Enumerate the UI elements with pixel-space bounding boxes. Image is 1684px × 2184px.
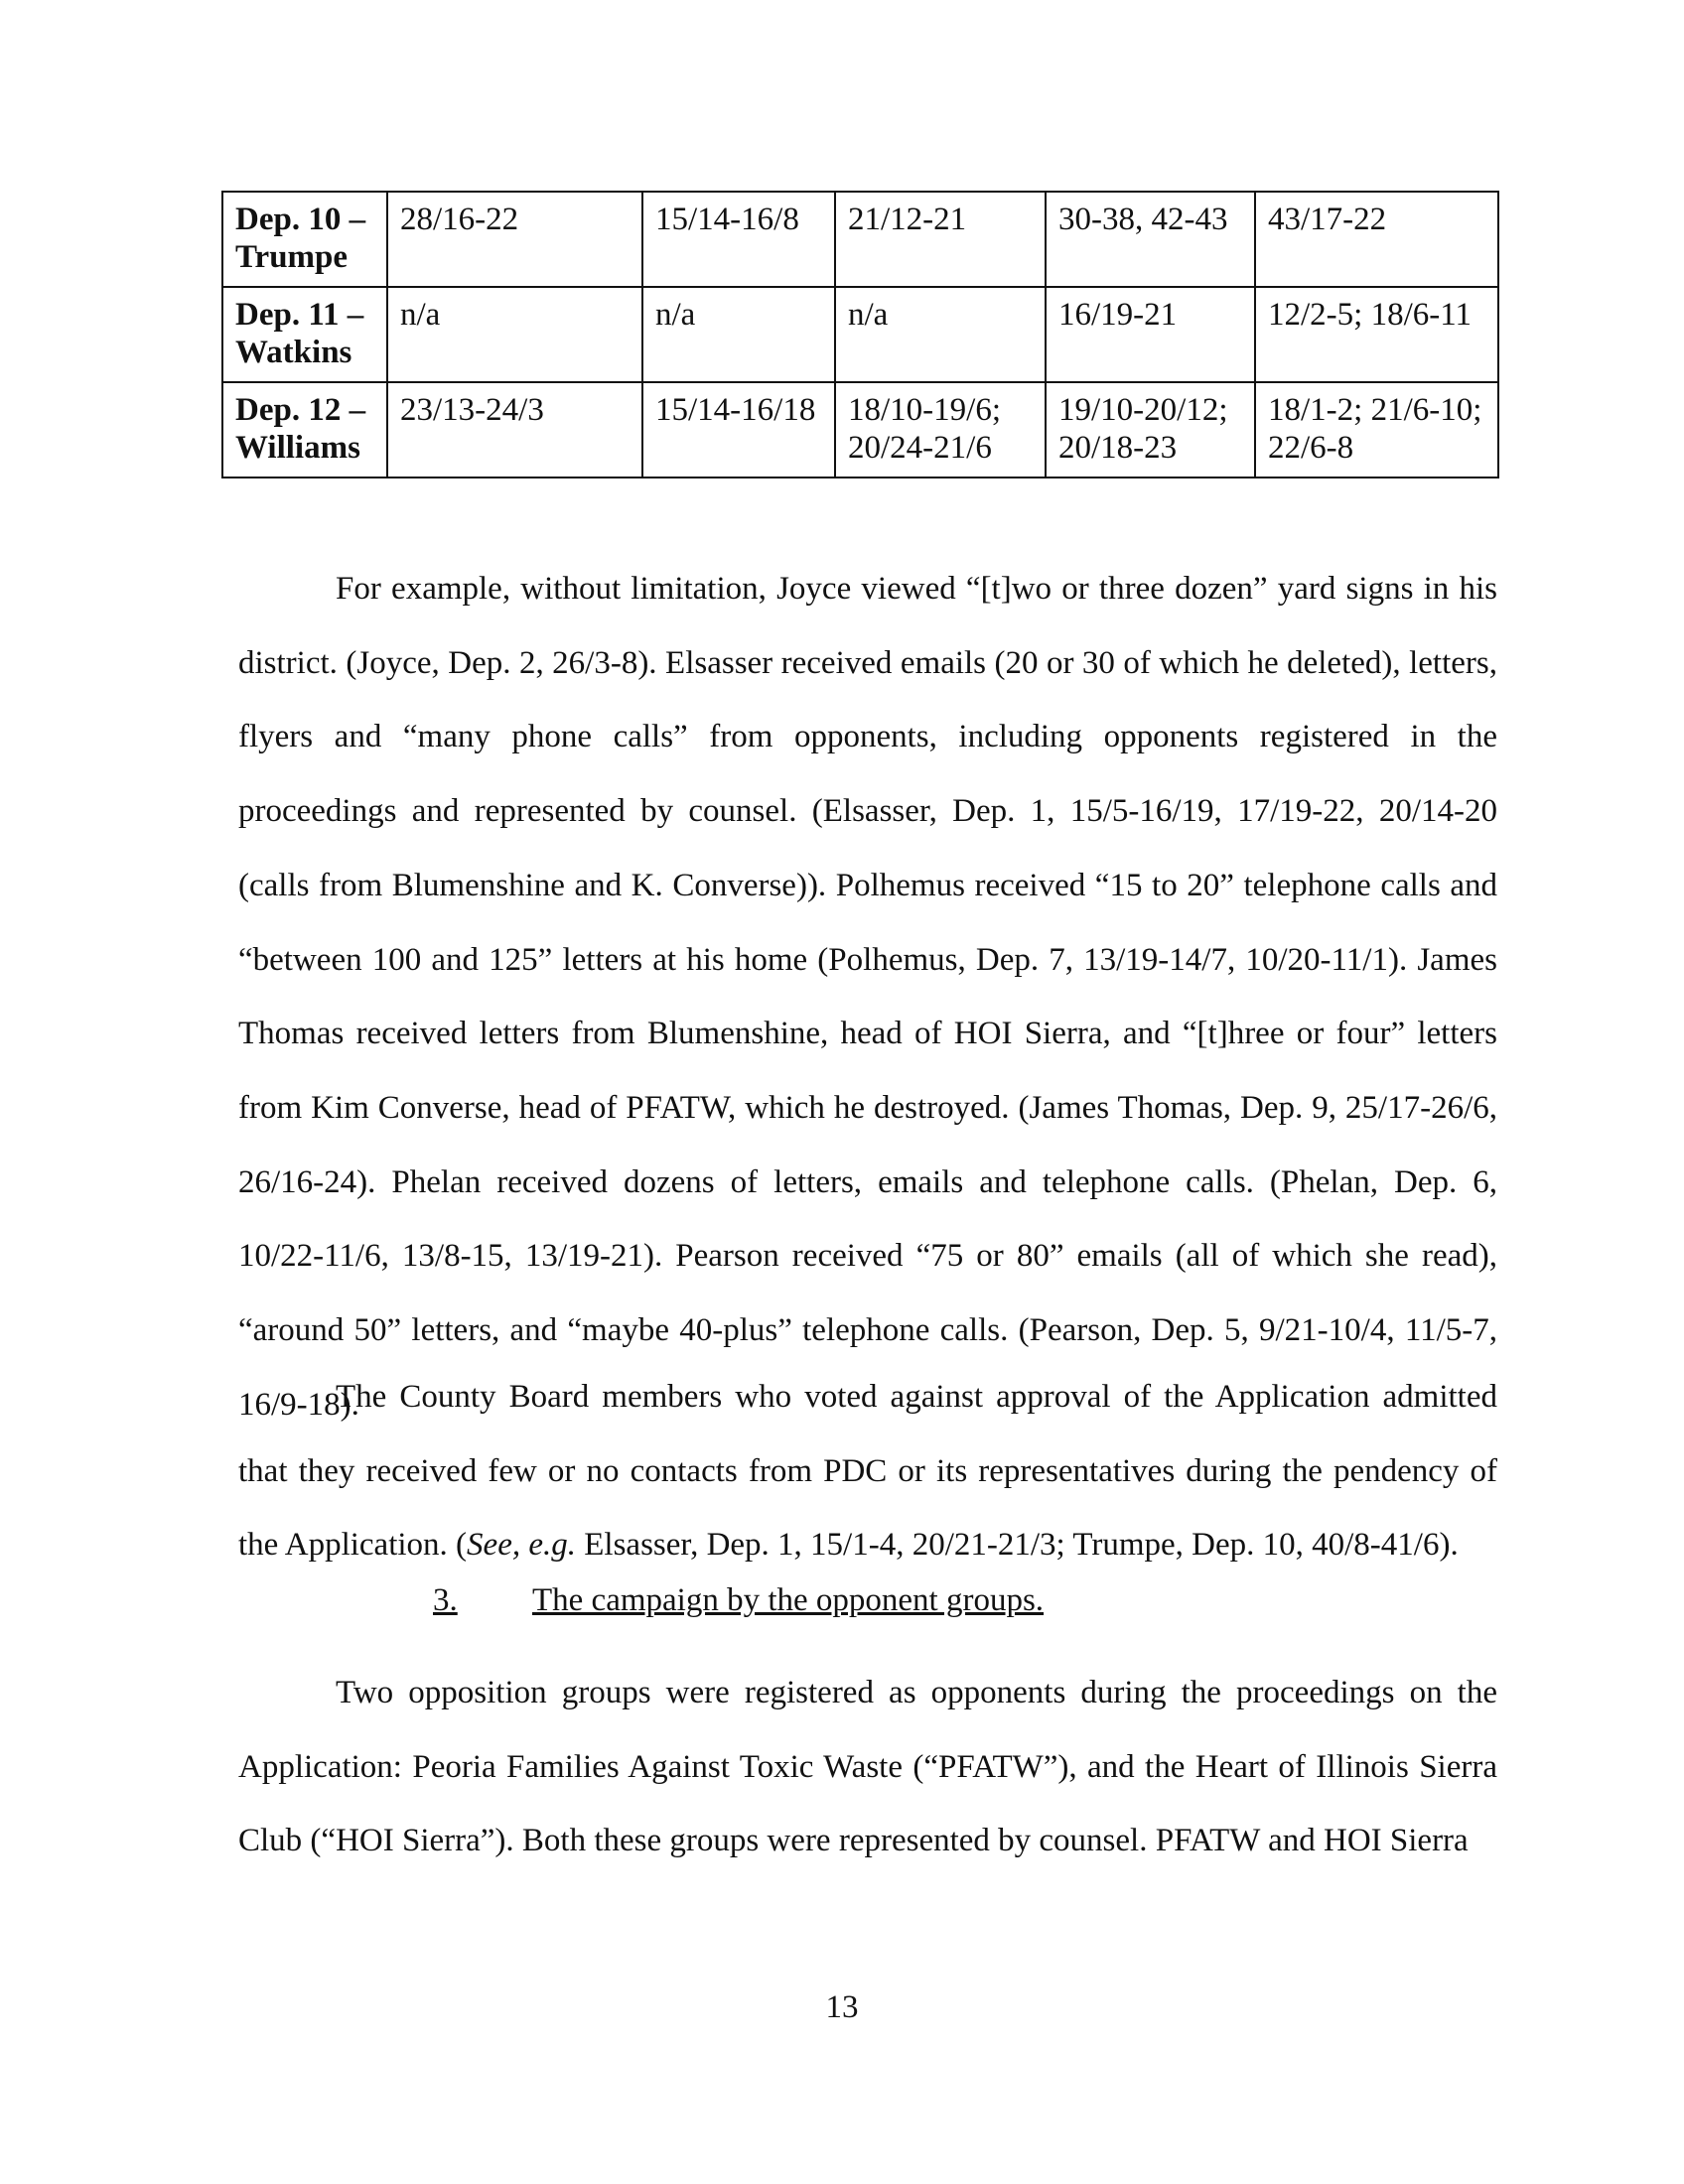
cell-line: 12/2-5; 18/6-11 xyxy=(1268,297,1473,333)
cell-line: n/a xyxy=(848,297,889,333)
cell-line: 22/6-8 xyxy=(1268,430,1354,466)
table-cell xyxy=(835,192,1046,287)
table-cell xyxy=(1046,192,1255,287)
row-label-cell xyxy=(222,192,387,287)
cell-line: 20/18-23 xyxy=(1058,430,1178,466)
deposition-table-body xyxy=(222,192,1498,478)
table-cell xyxy=(1255,287,1498,382)
row-label-line: Williams xyxy=(235,430,360,466)
cell-line: 20/24-21/6 xyxy=(848,430,992,466)
section-title: The campaign by the opponent groups. xyxy=(532,1582,1045,1618)
cell-line: n/a xyxy=(400,297,441,333)
paragraph-text: Two opposition groups were registered as opponents during the proceedings on the Application: Peoria Families Against Toxic Waste (“PFATW”), and the Heart of Illinois Sierra Club (“HOI Sierra”). Both these groups were represented by counsel. PFATW and HOI Sierra xyxy=(238,1675,1497,1859)
cell-line: 43/17-22 xyxy=(1268,202,1387,237)
cell-line: 18/10-19/6; xyxy=(848,392,1001,428)
paragraph-text: For example, without limitation, Joyce viewed “[t]wo or three dozen” yard signs in his district. (Joyce, Dep. 2, 26/3-8). Elsasser received emails (20 or 30 of which he deleted), letters, flyers and “many phone calls” from opponents, including opponents registered in the proceedings and represented by counsel. (Elsasser, Dep. 1, 15/5-16/19, 17/19-22, 20/14-20 (calls from Blumenshine and K. Converse)). Polhemus received “15 to 20” telephone calls and “between 100 and 125” letters at his home (Polhemus, Dep. 7, 13/19-14/7, 10/20-11/1). James Thomas received letters from Blumenshine, head of HOI Sierra, and “[t]hree or four” letters from Kim Converse, head of PFATW, which he destroyed. (James Thomas, Dep. 9, 25/17-26/6, 26/16-24). Phelan received dozens of letters, emails and telephone calls. (Phelan, Dep. 6, 10/22-11/6, 13/8-15, 13/19-21). Pearson received “75 or 80” emails (all of which she read), “around 50” letters, and “maybe 40-plus” telephone calls. (Pearson, Dep. 5, 9/21-10/4, 11/5-7, 16/9-18). xyxy=(238,571,1497,1423)
row-label-cell xyxy=(222,382,387,478)
table-cell xyxy=(1046,382,1255,478)
paragraph-contacts-received xyxy=(238,552,1497,1441)
table-cell xyxy=(835,287,1046,382)
paragraph-no-pdc-contacts xyxy=(238,1360,1497,1582)
table-row xyxy=(222,192,1498,287)
cell-line: 15/14-16/18 xyxy=(655,392,816,428)
table-cell xyxy=(1255,192,1498,287)
cell-line: 30-38, 42-43 xyxy=(1058,202,1228,237)
table-cell xyxy=(1255,382,1498,478)
paragraph-text xyxy=(238,1360,1497,1582)
table-cell xyxy=(387,192,642,287)
cell-line: n/a xyxy=(655,297,696,333)
row-label-line: Watkins xyxy=(235,335,352,370)
table-cell xyxy=(1046,287,1255,382)
table-row xyxy=(222,382,1498,478)
page-number: 13 xyxy=(825,1989,859,2025)
table-cell xyxy=(835,382,1046,478)
row-label-line: Dep. 10 – xyxy=(235,202,366,237)
citation-signal: See, e.g. xyxy=(467,1527,576,1564)
cell-line: 18/1-2; 21/6-10; xyxy=(1268,392,1482,428)
table-cell xyxy=(642,382,835,478)
deposition-table xyxy=(221,191,1499,478)
cell-line: 16/19-21 xyxy=(1058,297,1178,333)
table-cell xyxy=(387,382,642,478)
cell-line: 23/13-24/3 xyxy=(400,392,544,428)
row-label-line: Trumpe xyxy=(235,239,349,275)
cell-line: 28/16-22 xyxy=(400,202,519,237)
row-label-line: Dep. 11 – xyxy=(235,297,364,333)
cell-line: 21/12-21 xyxy=(848,202,967,237)
table-cell xyxy=(387,287,642,382)
cell-line: 15/14-16/8 xyxy=(655,202,799,237)
paragraph-opposition-groups xyxy=(238,1656,1497,1878)
table-cell xyxy=(642,287,835,382)
paragraph-text-before: The County Board members who voted against approval of the Application admitted that they received few or no contacts from PDC or its representatives during the pendency of the Application. ( xyxy=(238,1379,1497,1564)
section-heading xyxy=(433,1580,1044,1620)
table-cell xyxy=(642,192,835,287)
row-label-line: Dep. 12 – xyxy=(235,392,366,428)
table-row xyxy=(222,287,1498,382)
row-label-cell xyxy=(222,287,387,382)
cell-line: 19/10-20/12; xyxy=(1058,392,1228,428)
paragraph-text-after: Elsasser, Dep. 1, 15/1-4, 20/21-21/3; Trumpe, Dep. 10, 40/8-41/6). xyxy=(576,1527,1459,1564)
section-number: 3. xyxy=(433,1582,458,1618)
